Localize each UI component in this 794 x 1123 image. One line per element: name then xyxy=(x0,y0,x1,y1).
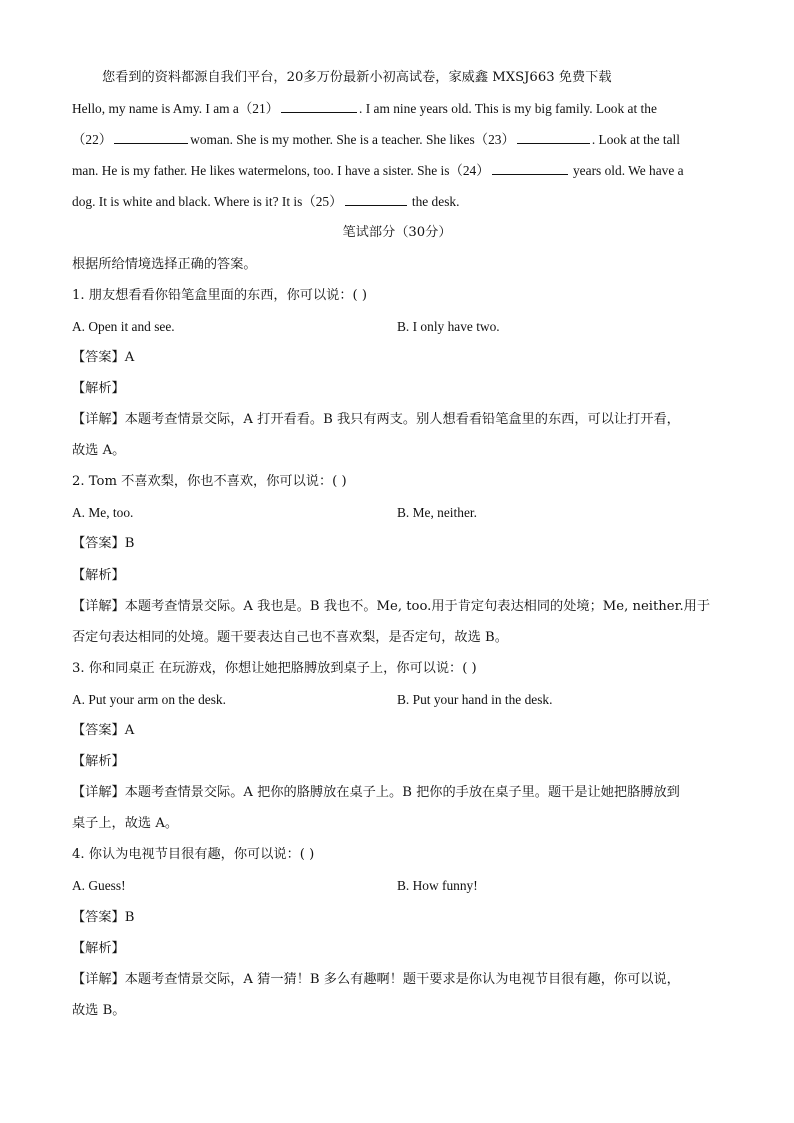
document-page xyxy=(72,62,722,1026)
detail-text: 【详解】本题考查情景交际。A 我也是。B 我也不。Me, too.用于肯定句表达相同的处境；Me, neither.用于 xyxy=(72,598,711,614)
analysis-label: 【解析】 xyxy=(72,380,125,396)
instruction: 根据所给情境选择正确的答案。 xyxy=(72,256,257,272)
passage-text: Hello, my name is Amy. I am a（21） xyxy=(72,101,280,117)
question-options xyxy=(72,311,722,342)
question-options xyxy=(72,684,722,715)
option-b: B. Put your hand in the desk. xyxy=(397,691,553,707)
answer-label: 【答案】A xyxy=(72,349,135,365)
passage-line-2 xyxy=(72,124,722,155)
answer-label: 【答案】B xyxy=(72,536,135,552)
option-a: A. Guess! xyxy=(72,878,126,894)
option-b: B. Me, neither. xyxy=(397,505,477,521)
blank-24 xyxy=(492,161,568,175)
detail-text: 故选 A。 xyxy=(72,443,126,459)
passage-text: . Look at the tall xyxy=(591,132,680,148)
detail-text: 【详解】本题考查情景交际，A 猜一猜！B 多么有趣啊！题干要求是你认为电视节目很有趣，你可以说， xyxy=(72,971,680,987)
detail-text: 【详解】本题考查情景交际。A 把你的胳膊放在桌子上。B 把你的手放在桌子里。题干是让她把胳膊放到 xyxy=(72,785,680,801)
passage-text: woman. She is my mother. She is a teacher. She likes（23） xyxy=(190,132,515,148)
analysis-label: 【解析】 xyxy=(72,567,125,583)
passage-text: the desk. xyxy=(408,194,460,210)
blank-21 xyxy=(281,99,357,113)
detail-text: 否定句表达相同的处境。题干要表达自己也不喜欢梨，是否定句，故选 B。 xyxy=(72,629,508,645)
option-a: A. Put your arm on the desk. xyxy=(72,691,226,707)
passage-line-4 xyxy=(72,186,722,217)
question-stem: 4. 你认为电视节目很有趣，你可以说：( ) xyxy=(72,847,315,863)
option-b: B. I only have two. xyxy=(397,318,500,334)
answer-label: 【答案】B xyxy=(72,909,135,925)
blank-23 xyxy=(517,130,590,144)
question-options xyxy=(72,870,722,901)
question-stem: 3. 你和同桌正 在玩游戏，你想让她把胳膊放到桌子上，你可以说：( ) xyxy=(72,660,477,676)
analysis-label: 【解析】 xyxy=(72,754,125,770)
passage-text: . I am nine years old. This is my big family. Look at the xyxy=(359,101,657,117)
analysis-label: 【解析】 xyxy=(72,940,125,956)
answer-label: 【答案】A xyxy=(72,722,135,738)
passage-line-1 xyxy=(72,93,722,124)
option-a: A. Me, too. xyxy=(72,505,134,521)
option-b: B. How funny! xyxy=(397,878,478,894)
passage-text: dog. It is white and black. Where is it? It is（25） xyxy=(72,194,343,210)
passage-line-3 xyxy=(72,155,722,186)
option-a: A. Open it and see. xyxy=(72,318,175,334)
detail-text: 故选 B。 xyxy=(72,1002,126,1018)
blank-22 xyxy=(114,130,188,144)
section-title: 笔试部分（30分） xyxy=(342,225,452,241)
blank-25 xyxy=(345,192,407,206)
question-options xyxy=(72,497,722,528)
detail-text: 桌子上，故选 A。 xyxy=(72,816,179,832)
passage-text: man. He is my father. He likes watermelons, too. I have a sister. She is（24） xyxy=(72,163,490,179)
passage-text: （22） xyxy=(72,132,113,148)
passage-text: years old. We have a xyxy=(569,163,684,179)
detail-text: 【详解】本题考查情景交际，A 打开看看。B 我只有两支。别人想看看铅笔盒里的东西，可以让打开看， xyxy=(72,412,680,428)
promo-header: 您看到的资料都源自我们平台，20多万份最新小初高试卷，家威鑫 MXSJ663 免费下载 xyxy=(102,70,612,85)
question-stem: 2. Tom 不喜欢梨，你也不喜欢，你可以说：( ) xyxy=(72,474,347,490)
question-stem: 1. 朋友想看看你铅笔盒里面的东西，你可以说：( ) xyxy=(72,287,368,303)
